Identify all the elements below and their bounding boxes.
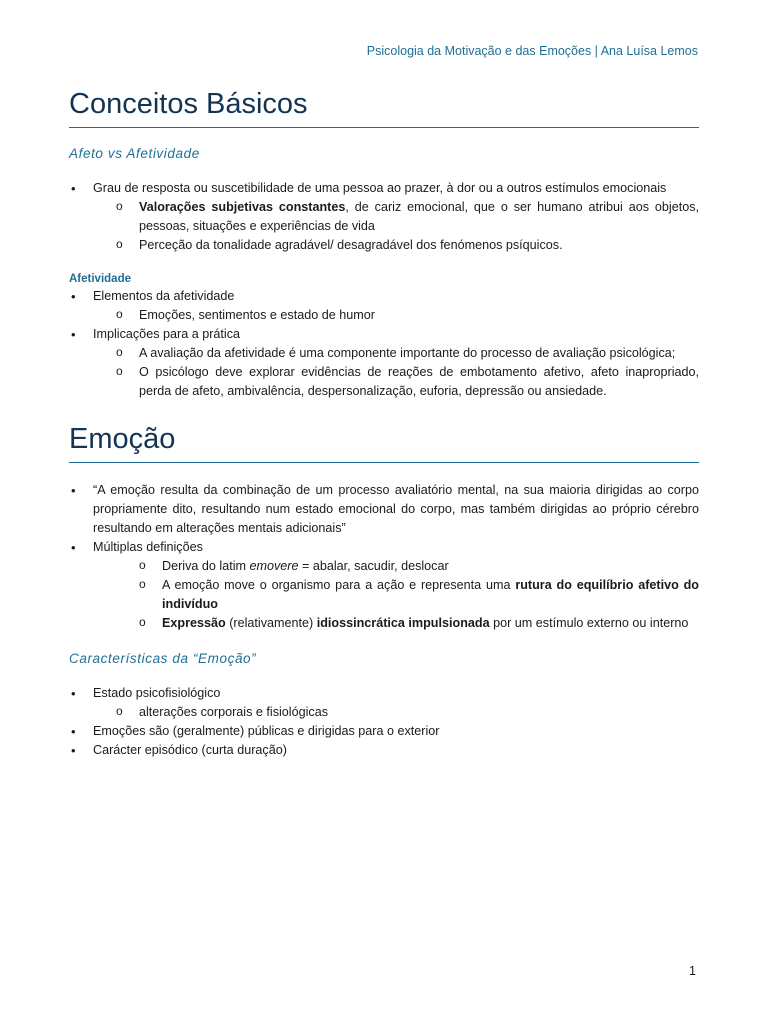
list-item: o Emoções, sentimentos e estado de humor <box>69 306 699 325</box>
list-item: • Grau de resposta ou suscetibilidade de uma pessoa ao prazer, à dor ou a outros estímulos emocionais <box>69 179 699 198</box>
subtitle-afeto: Afeto vs Afetividade <box>69 146 200 161</box>
running-header: Psicologia da Motivação e das Emoções | Ana Luísa Lemos <box>366 44 698 58</box>
list-item: o alterações corporais e fisiológicas <box>69 703 699 722</box>
caracteristicas-list <box>69 684 699 760</box>
list-item: o Perceção da tonalidade agradável/ desagradável dos fenómenos psíquicos. <box>69 236 699 255</box>
list-item: • Estado psicofisiológico <box>69 684 699 703</box>
list-item: • Emoções são (geralmente) públicas e dirigidas para o exterior <box>69 722 699 741</box>
list-item: • “A emoção resulta da combinação de um processo avaliatório mental, na sua maioria dirigidas ao corpo propriamente dito, resultando num estado emocional do corpo, mas também dirigidas ao próprio cérebro resultando em alterações mentais adicionais” <box>69 481 699 538</box>
list-item: o A emoção move o organismo para a ação e representa uma rutura do equilíbrio afetivo do indivíduo <box>69 576 699 614</box>
list-item: o Deriva do latim emovere = abalar, sacudir, deslocar <box>69 557 699 576</box>
list-item: o Valorações subjetivas constantes, de cariz emocional, que o ser humano atribui aos objetos, pessoas, situações e experiências de vida <box>69 198 699 236</box>
heading-afetividade: Afetividade <box>69 273 131 285</box>
list-item: • Carácter episódico (curta duração) <box>69 741 699 760</box>
list-item: • Elementos da afetividade <box>69 287 699 306</box>
page-number: 1 <box>689 964 696 978</box>
afetividade-list <box>69 287 699 401</box>
list-item: o Expressão (relativamente) idiossincrática impulsionada por um estímulo externo ou interno <box>69 614 699 633</box>
list-item: o A avaliação da afetividade é uma componente importante do processo de avaliação psicológica; <box>69 344 699 363</box>
list-item: o O psicólogo deve explorar evidências de reações de embotamento afetivo, afeto inapropriado, perda de afeto, ambivalência, despersonalização, euforia, depressão ou ansiedade. <box>69 363 699 401</box>
subtitle-caracteristicas: Características da “Emoção” <box>69 651 257 666</box>
list-item: • Múltiplas definições <box>69 538 699 557</box>
emocao-list <box>69 481 699 633</box>
section-title-emocao: Emoção <box>69 415 699 463</box>
afeto-list <box>69 179 699 255</box>
list-item: • Implicações para a prática <box>69 325 699 344</box>
section-title-conceitos: Conceitos Básicos <box>69 80 699 128</box>
page-content <box>69 80 699 760</box>
